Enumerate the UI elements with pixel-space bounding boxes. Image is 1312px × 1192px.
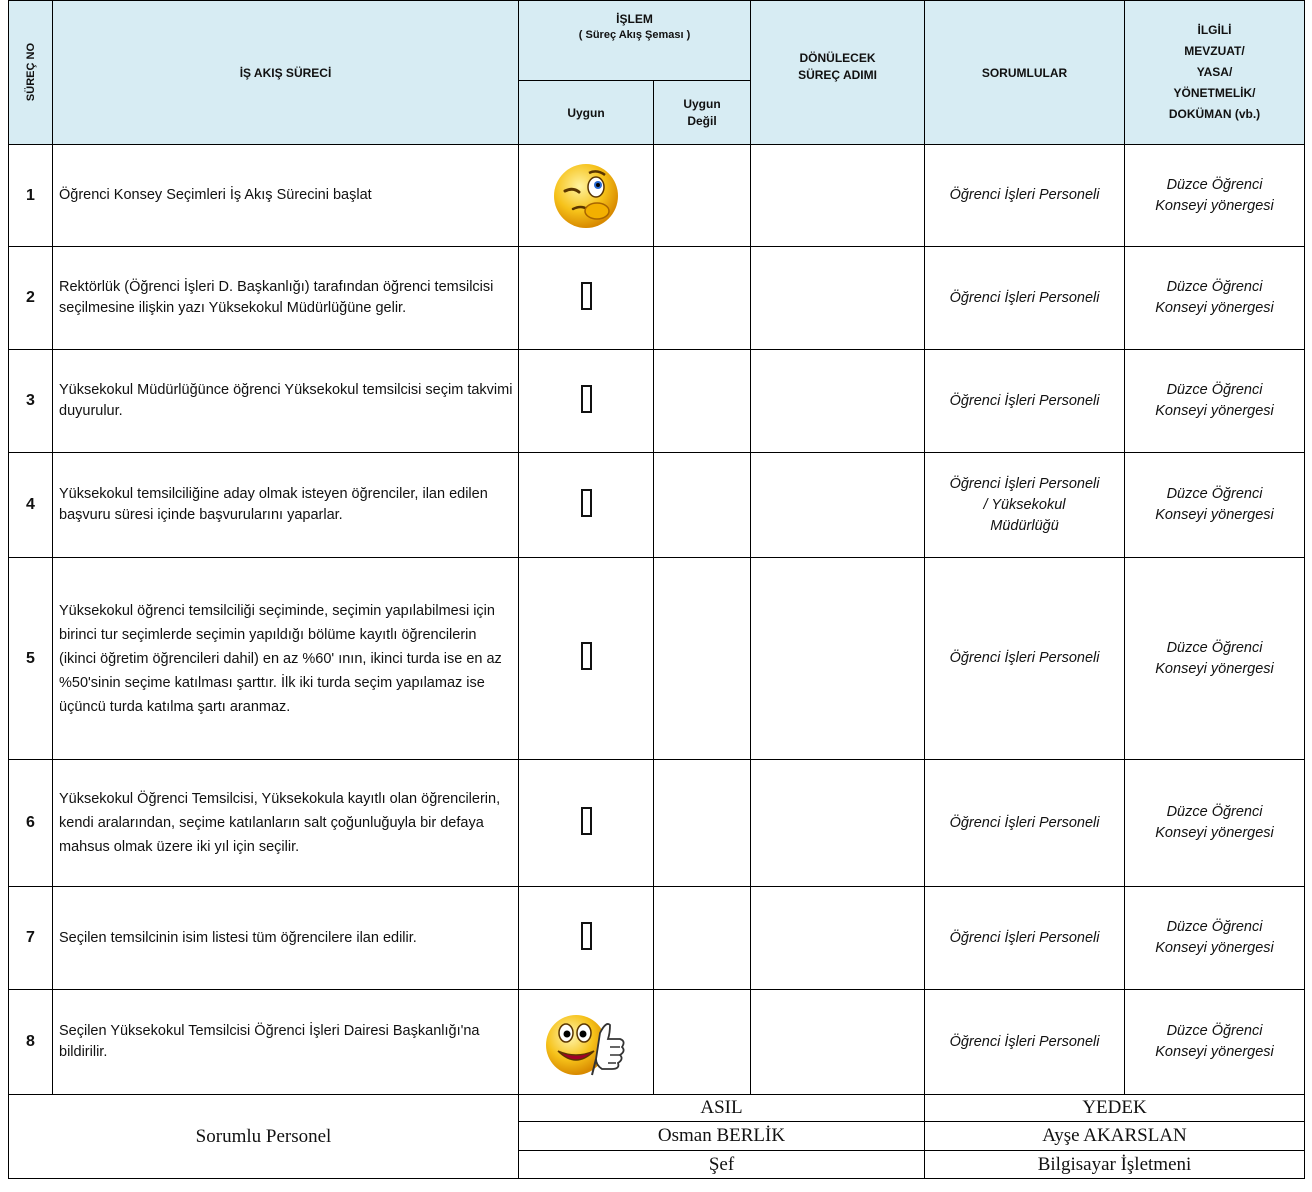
header-ilgili-4: YÖNETMELİK/ [1173, 86, 1256, 100]
document-line-2: Konseyi yönergesi [1155, 197, 1274, 214]
header-ilgili-2: MEVZUAT/ [1184, 44, 1245, 58]
table-row [9, 247, 1305, 350]
uygun-degil-cell [654, 453, 751, 558]
document-line-2: Konseyi yönergesi [1155, 940, 1274, 956]
symbol-cell [519, 887, 654, 990]
uygun-degil-cell [654, 145, 751, 247]
row-number: 8 [9, 990, 53, 1095]
row-description: Rektörlük (Öğrenci İşleri D. Başkanlığı) tarafından öğrenci temsilcisi seçilmesine ilişkin yazı Yüksekokul Müdürlüğüne gelir. [53, 247, 519, 350]
document-cell [1125, 887, 1305, 990]
donulecek-cell [751, 760, 925, 887]
document-line-2: Konseyi yönergesi [1155, 1044, 1274, 1060]
process-symbol-icon [581, 807, 592, 835]
table-row [9, 990, 1305, 1095]
uygun-degil-cell [654, 887, 751, 990]
header-islem [519, 1, 751, 81]
workflow-table [8, 0, 1305, 1179]
donulecek-cell [751, 990, 925, 1095]
symbol-cell [519, 760, 654, 887]
document-line-2: Konseyi yönergesi [1155, 825, 1274, 841]
row-number: 3 [9, 350, 53, 453]
footer-asil-title: Şef [519, 1151, 925, 1179]
row-description: Yüksekokul Müdürlüğünce öğrenci Yüksekokul temsilcisi seçim takvimi duyurulur. [53, 350, 519, 453]
row-description: Yüksekokul temsilciliğine aday olmak isteyen öğrenciler, ilan edilen başvuru süresi içinde başvurularını yaparlar. [53, 453, 519, 558]
row-description: Seçilen Yüksekokul Temsilcisi Öğrenci İşleri Dairesi Başkanlığı'na bildirilir. [53, 990, 519, 1095]
responsible-cell [925, 453, 1125, 558]
table-row [9, 145, 1305, 247]
responsible-line-1: Öğrenci İşleri Personeli [949, 475, 1100, 492]
donulecek-cell [751, 887, 925, 990]
donulecek-cell [751, 558, 925, 760]
document-line-1: Düzce Öğrenci [1166, 639, 1263, 656]
header-islem-sub: ( Süreç Akış Şeması ) [578, 28, 691, 41]
row-number: 7 [9, 887, 53, 990]
row-number: 1 [9, 145, 53, 247]
process-symbol-icon [581, 282, 592, 310]
footer-yedek: YEDEK [925, 1095, 1305, 1122]
header-uygun-degil [654, 81, 751, 145]
header-donulecek-1: DÖNÜLECEK [799, 50, 876, 65]
document-line-1: Düzce Öğrenci [1166, 382, 1263, 398]
row-description: Yüksekokul öğrenci temsilciliği seçiminde, seçimin yapılabilmesi için birinci tur seçimlerde seçimin yapıldığı bölüme kayıtlı öğrencilerin (ikinci öğretim öğrencileri dahil) en az %60' ının, ikinci turda ise en az %50'sinin seçime katılması şarttır. İlk iki turda seçim yapılamaz ise üçüncü turda katılma şartı aranmaz. [53, 558, 519, 760]
header-is-akis: İŞ AKIŞ SÜRECİ [53, 1, 519, 145]
header-donulecek-2: SÜREÇ ADIMI [798, 67, 877, 82]
symbol-cell [519, 558, 654, 760]
uygun-degil-cell [654, 247, 751, 350]
document-line-2: Konseyi yönergesi [1155, 507, 1274, 523]
symbol-cell [519, 247, 654, 350]
document-line-1: Düzce Öğrenci [1166, 1023, 1263, 1039]
header-islem-title: İŞLEM [616, 11, 653, 26]
document-line-2: Konseyi yönergesi [1155, 660, 1274, 677]
footer-asil: ASIL [519, 1095, 925, 1122]
responsible-cell: Öğrenci İşleri Personeli [925, 247, 1125, 350]
document-cell [1125, 990, 1305, 1095]
header-uygun: Uygun [519, 81, 654, 145]
table-row [9, 887, 1305, 990]
header-ilgili-3: YASA/ [1196, 65, 1233, 79]
donulecek-cell [751, 247, 925, 350]
uygun-degil-cell [654, 760, 751, 887]
document-cell [1125, 760, 1305, 887]
document-line-1: Düzce Öğrenci [1166, 486, 1263, 502]
responsible-cell: Öğrenci İşleri Personeli [925, 990, 1125, 1095]
symbol-cell [519, 145, 654, 247]
responsible-cell: Öğrenci İşleri Personeli [925, 558, 1125, 760]
row-number: 4 [9, 453, 53, 558]
document-line-1: Düzce Öğrenci [1166, 804, 1263, 820]
document-cell [1125, 350, 1305, 453]
header-uygun-degil-2: Değil [687, 113, 717, 128]
responsible-cell: Öğrenci İşleri Personeli [925, 145, 1125, 247]
symbol-cell [519, 350, 654, 453]
uygun-degil-cell [654, 990, 751, 1095]
process-symbol-icon [581, 385, 592, 413]
document-line-1: Düzce Öğrenci [1166, 919, 1263, 935]
responsible-line-3: Müdürlüğü [990, 517, 1059, 534]
process-symbol-icon [581, 642, 592, 670]
document-line-2: Konseyi yönergesi [1155, 403, 1274, 419]
donulecek-cell [751, 453, 925, 558]
table-row [9, 558, 1305, 760]
responsible-cell: Öğrenci İşleri Personeli [925, 350, 1125, 453]
document-line-2: Konseyi yönergesi [1155, 300, 1274, 316]
donulecek-cell [751, 350, 925, 453]
process-symbol-icon [581, 922, 592, 950]
header-uygun-degil-1: Uygun [683, 96, 721, 111]
header-donulecek [751, 1, 925, 145]
document-line-1: Düzce Öğrenci [1166, 176, 1263, 193]
header-sorumlular: SORUMLULAR [925, 1, 1125, 145]
row-number: 6 [9, 760, 53, 887]
document-line-1: Düzce Öğrenci [1166, 279, 1263, 295]
responsible-line-2: / Yüksekokul [983, 496, 1066, 513]
footer-yedek-name: Ayşe AKARSLAN [925, 1122, 1305, 1151]
document-cell [1125, 453, 1305, 558]
uygun-degil-cell [654, 350, 751, 453]
process-symbol-icon [581, 489, 592, 517]
document-cell [1125, 558, 1305, 760]
wink-smiley-icon [551, 161, 621, 231]
donulecek-cell [751, 145, 925, 247]
row-number: 2 [9, 247, 53, 350]
symbol-cell [519, 990, 654, 1095]
document-cell [1125, 145, 1305, 247]
row-description: Yüksekokul Öğrenci Temsilcisi, Yüksekokula kayıtlı olan öğrencilerin, kendi aralarından, seçime katılanların salt çoğunluğuyla bir defaya mahsus olmak üzere iki yıl için seçilir. [53, 760, 519, 887]
thumbs-up-smiley-icon [536, 1003, 636, 1081]
table-row [9, 350, 1305, 453]
header-ilgili-5: DOKÜMAN (vb.) [1168, 107, 1261, 121]
row-description: Öğrenci Konsey Seçimleri İş Akış Sürecini başlat [53, 145, 519, 247]
header-surec-no [9, 1, 53, 145]
uygun-degil-cell [654, 558, 751, 760]
header-ilgili [1125, 1, 1305, 145]
responsible-cell: Öğrenci İşleri Personeli [925, 887, 1125, 990]
footer-label: Sorumlu Personel [9, 1095, 519, 1179]
footer-asil-name: Osman BERLİK [519, 1122, 925, 1151]
row-number: 5 [9, 558, 53, 760]
row-description: Seçilen temsilcinin isim listesi tüm öğrencilere ilan edilir. [53, 887, 519, 990]
responsible-cell: Öğrenci İşleri Personeli [925, 760, 1125, 887]
header-surec-no-label: SÜREÇ NO [24, 43, 37, 102]
header-ilgili-1: İLGİLİ [1197, 23, 1232, 37]
table-row [9, 760, 1305, 887]
symbol-cell [519, 453, 654, 558]
document-cell [1125, 247, 1305, 350]
footer-yedek-title: Bilgisayar İşletmeni [925, 1151, 1305, 1179]
table-row [9, 453, 1305, 558]
